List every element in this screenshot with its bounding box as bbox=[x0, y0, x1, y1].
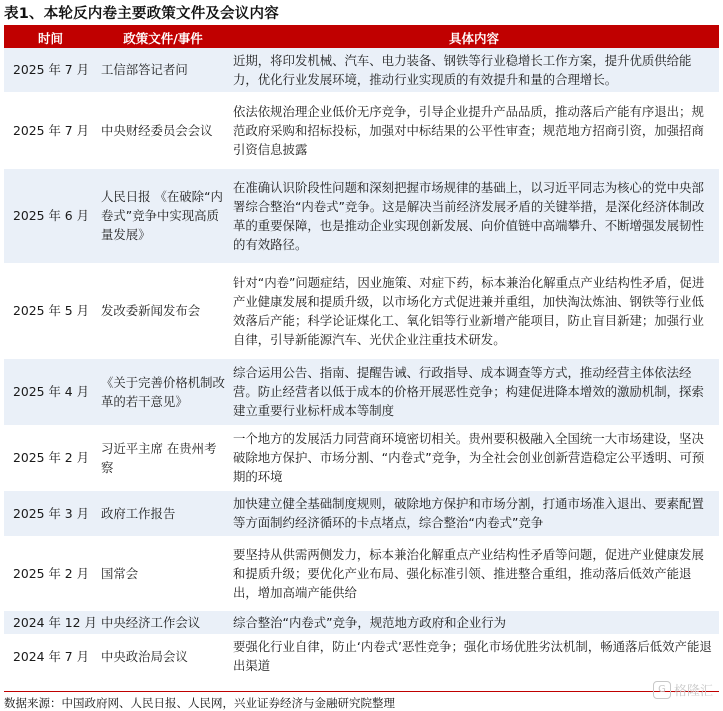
cell-event: 习近平主席 在贵州考察 bbox=[97, 425, 229, 490]
cell-event: 中央经济工作会议 bbox=[97, 610, 229, 634]
cell-event: 中央财经委员会会议 bbox=[97, 92, 229, 168]
table-row bbox=[4, 425, 719, 490]
cell-event: 政府工作报告 bbox=[97, 490, 229, 536]
cell-event: 发改委新闻发布会 bbox=[97, 263, 229, 358]
watermark-text: 格隆汇 bbox=[673, 684, 713, 699]
table-row bbox=[4, 92, 719, 168]
cell-content: 要强化行业自律，防止‘内卷式’恶性竞争；强化市场优胜劣汰机制，畅通落后低效产能退出渠道 bbox=[229, 634, 719, 678]
cell-content: 依法依规治理企业低价无序竞争，引导企业提升产品品质，推动落后产能有序退出；规范政府采购和招标投标，加强对中标结果的公平性审查；规范地方招商引资，加强招商引资信息披露 bbox=[229, 92, 719, 168]
table-row bbox=[4, 168, 719, 263]
cell-time: 2024 年 7 月 bbox=[4, 634, 97, 678]
table-row bbox=[4, 48, 719, 92]
cell-time: 2025 年 3 月 bbox=[4, 490, 97, 536]
header-event: 政策文件/事件 bbox=[97, 27, 229, 48]
cell-content: 针对“内卷”问题症结，因业施策、对症下药，标本兼治化解重点产业结构性矛盾，促进产业健康发展和提质升级，以市场化方式促进兼并重组，加快淘汰炼油、钢铁等行业低效落后产能；科学论证煤化工、氧化铝等行业新增产能项目，防止盲目新建；加强行业自律，引导新能源汽车、光伏企业注重技术研发。 bbox=[229, 263, 719, 358]
cell-content: 在准确认识阶段性问题和深刻把握市场规律的基础上，以习近平同志为核心的党中央部署综合整治“内卷式”竞争。这是解决当前经济发展矛盾的关键举措，是深化经济体制改革的重要保障，也是推动企业实现创新发展、向价值链中高端攀升、不断增强发展韧性的有效路径。 bbox=[229, 168, 719, 263]
cell-content: 近期，将印发机械、汽车、电力装备、钢铁等行业稳增长工作方案，提升优质供给能力，优化行业发展环境，推动行业实现质的有效提升和量的合理增长。 bbox=[229, 48, 719, 92]
header-content: 具体内容 bbox=[229, 27, 719, 48]
header-time: 时间 bbox=[4, 27, 97, 48]
cell-event: 《关于完善价格机制改革的若干意见》 bbox=[97, 358, 229, 425]
table-row bbox=[4, 610, 719, 634]
cell-time: 2025 年 6 月 bbox=[4, 168, 97, 263]
cell-content: 综合整治“内卷式”竞争，规范地方政府和企业行为 bbox=[229, 610, 719, 634]
watermark bbox=[653, 680, 713, 699]
table-row bbox=[4, 263, 719, 358]
cell-time: 2025 年 2 月 bbox=[4, 536, 97, 610]
table-title: 表1、本轮反内卷主要政策文件及会议内容 bbox=[4, 6, 279, 22]
cell-time: 2025 年 4 月 bbox=[4, 358, 97, 425]
table-row bbox=[4, 358, 719, 425]
cell-content: 要坚持从供需两侧发力，标本兼治化解重点产业结构性矛盾等问题，促进产业健康发展和提质升级；要优化产业布局、强化标准引领、推进整合重组，推动落后低效产能退出，增加高端产能供给 bbox=[229, 536, 719, 610]
cell-content: 综合运用公告、指南、提醒告诫、行政指导、成本调查等方式，推动经营主体依法经营。防止经营者以低于成本的价格开展恶性竞争；构建促进降本增效的激励机制，探索建立重要行业标杆成本等制度 bbox=[229, 358, 719, 425]
cell-time: 2025 年 7 月 bbox=[4, 92, 97, 168]
source-note: 数据来源：中国政府网、人民日报、人民网，兴业证券经济与金融研究院整理 bbox=[4, 696, 395, 710]
cell-content: 加快建立健全基础制度规则，破除地方保护和市场分割，打通市场准入退出、要素配置等方面制约经济循环的卡点堵点，综合整治“内卷式”竞争 bbox=[229, 490, 719, 536]
table-row bbox=[4, 634, 719, 678]
cell-event: 中央政治局会议 bbox=[97, 634, 229, 678]
cell-content: 一个地方的发展活力同营商环境密切相关。贵州要积极融入全国统一大市场建设，坚决破除地方保护、市场分割、“内卷式”竞争，为全社会创业创新营造稳定公平透明、可预期的环境 bbox=[229, 425, 719, 490]
watermark-logo-icon: G bbox=[653, 681, 671, 699]
cell-time: 2024 年 12 月 bbox=[4, 610, 97, 634]
policy-table bbox=[4, 27, 719, 679]
cell-time: 2025 年 5 月 bbox=[4, 263, 97, 358]
cell-event: 工信部答记者问 bbox=[97, 48, 229, 92]
cell-time: 2025 年 2 月 bbox=[4, 425, 97, 490]
table-row bbox=[4, 490, 719, 536]
cell-event: 国常会 bbox=[97, 536, 229, 610]
bottom-rule bbox=[4, 691, 719, 692]
table-row bbox=[4, 536, 719, 610]
cell-event: 人民日报 《在破除“内卷式”竞争中实现高质量发展》 bbox=[97, 168, 229, 263]
cell-time: 2025 年 7 月 bbox=[4, 48, 97, 92]
header-row bbox=[4, 27, 719, 48]
